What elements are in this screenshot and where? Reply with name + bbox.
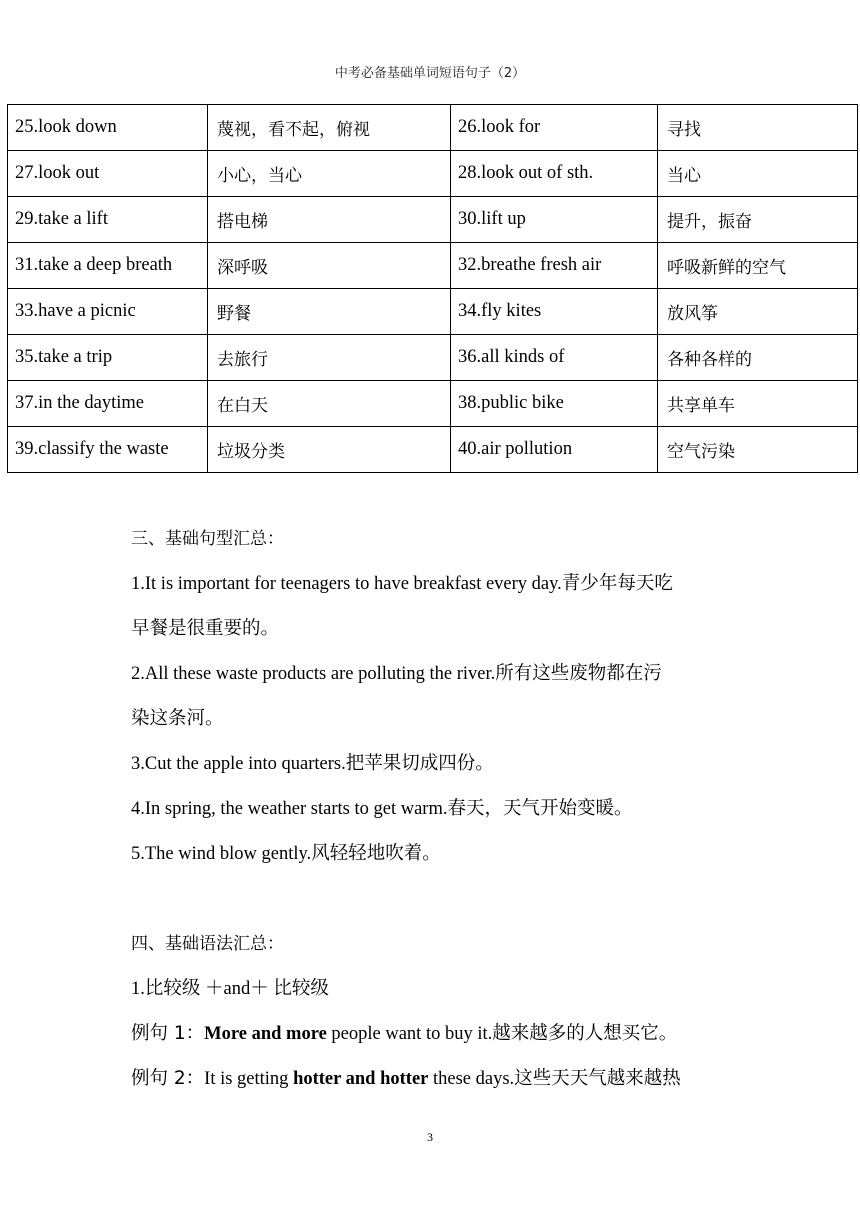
- vocab-meaning-cell: 空气污染: [658, 427, 858, 473]
- vocab-phrase-cell: 34.fly kites: [451, 289, 658, 335]
- section3-heading: 三、基础句型汇总：: [131, 529, 284, 549]
- vocab-phrase-cell: 39.classify the waste: [8, 427, 208, 473]
- vocab-meaning-cell: 在白天: [208, 381, 451, 427]
- example-1-rest: people want to buy it.: [326, 1024, 493, 1044]
- sentence-2-cn-cont: 染这条河。: [131, 708, 224, 729]
- vocab-meaning-cell: 各种各样的: [658, 335, 858, 381]
- sentence-5-cn: 风轻轻地吹着。: [311, 843, 441, 864]
- page-header: 中考必备基础单词短语句子（2）: [334, 66, 526, 81]
- sentence-5: [131, 843, 831, 865]
- sentence-1-cn-cont: 早餐是很重要的。: [131, 618, 280, 639]
- vocab-phrase-cell: 27.look out: [8, 151, 208, 197]
- vocab-meaning-cell: 共享单车: [658, 381, 858, 427]
- vocab-meaning-cell: 去旅行: [208, 335, 451, 381]
- example-1: [131, 1023, 831, 1045]
- example-2-cn: 这些天天气越来越热: [514, 1068, 681, 1089]
- vocab-row: [8, 105, 858, 151]
- sentence-4: [131, 798, 831, 820]
- vocab-row: [8, 427, 858, 473]
- vocab-phrase-cell: 40.air pollution: [451, 427, 658, 473]
- page-number: 3: [427, 1130, 433, 1144]
- vocab-phrase-cell: 31.take a deep breath: [8, 243, 208, 289]
- vocab-phrase-cell: 36.all kinds of: [451, 335, 658, 381]
- vocab-row: [8, 151, 858, 197]
- sentence-4-cn: 春天，天气开始变暖。: [447, 798, 633, 819]
- example-1-cn: 越来越多的人想买它。: [492, 1023, 678, 1044]
- vocab-meaning-cell: 呼吸新鲜的空气: [658, 243, 858, 289]
- vocab-meaning-cell: 提升，振奋: [658, 197, 858, 243]
- sentence-1-cn: 青少年每天吃: [561, 573, 673, 594]
- vocab-row: [8, 335, 858, 381]
- vocab-meaning-cell: 蔑视，看不起，俯视: [208, 105, 451, 151]
- example-1-label: 例句 1：: [131, 1023, 205, 1044]
- example-1-bold: More and more: [204, 1024, 327, 1044]
- sentence-2: [131, 663, 831, 685]
- vocab-row: [8, 197, 858, 243]
- vocab-phrase-cell: 32.breathe fresh air: [451, 243, 658, 289]
- grammar-rule-1: [131, 978, 831, 1000]
- section4-heading: 四、基础语法汇总：: [131, 934, 284, 954]
- vocab-phrase-cell: 38.public bike: [451, 381, 658, 427]
- example-2: [131, 1068, 831, 1090]
- vocab-phrase-cell: 29.take a lift: [8, 197, 208, 243]
- example-2-label: 例句 2：: [131, 1068, 205, 1089]
- sentence-4-en: 4.In spring, the weather starts to get warm.: [131, 799, 448, 819]
- grammar-rule-a: 比较级: [144, 978, 201, 999]
- vocab-meaning-cell: 小心，当心: [208, 151, 451, 197]
- vocab-row: [8, 381, 858, 427]
- vocab-phrase-cell: 37.in the daytime: [8, 381, 208, 427]
- vocab-phrase-cell: 26.look for: [451, 105, 658, 151]
- vocab-meaning-cell: 搭电梯: [208, 197, 451, 243]
- sentence-1-en: 1.It is important for teenagers to have breakfast every day.: [131, 574, 562, 594]
- vocab-row: [8, 289, 858, 335]
- vocab-meaning-cell: 放风筝: [658, 289, 858, 335]
- grammar-rule-num: 1.: [131, 979, 145, 999]
- sentence-3: [131, 753, 831, 775]
- sentence-2-en: 2.All these waste products are polluting the river.: [131, 664, 496, 684]
- sentence-3-en: 3.Cut the apple into quarters.: [131, 754, 346, 774]
- vocab-meaning-cell: 寻找: [658, 105, 858, 151]
- vocab-row: [8, 243, 858, 289]
- vocab-phrase-cell: 30.lift up: [451, 197, 658, 243]
- vocabulary-table: [7, 104, 858, 473]
- vocab-phrase-cell: 28.look out of sth.: [451, 151, 658, 197]
- vocab-phrase-cell: 25.look down: [8, 105, 208, 151]
- vocab-phrase-cell: 33.have a picnic: [8, 289, 208, 335]
- vocabulary-table-body: [8, 105, 858, 473]
- sentence-2-cn: 所有这些废物都在污: [495, 663, 662, 684]
- sentence-3-cn: 把苹果切成四份。: [345, 753, 494, 774]
- vocab-meaning-cell: 当心: [658, 151, 858, 197]
- sentence-5-en: 5.The wind blow gently.: [131, 844, 312, 864]
- sentence-1: [131, 573, 831, 595]
- example-2-pre: It is getting: [204, 1069, 294, 1089]
- grammar-rule-mid: ＋and＋: [200, 979, 274, 999]
- example-2-rest: these days.: [428, 1069, 515, 1089]
- vocab-meaning-cell: 垃圾分类: [208, 427, 451, 473]
- vocab-meaning-cell: 野餐: [208, 289, 451, 335]
- vocab-meaning-cell: 深呼吸: [208, 243, 451, 289]
- example-2-bold: hotter and hotter: [293, 1069, 429, 1089]
- vocab-phrase-cell: 35.take a trip: [8, 335, 208, 381]
- grammar-rule-b: 比较级: [273, 978, 329, 999]
